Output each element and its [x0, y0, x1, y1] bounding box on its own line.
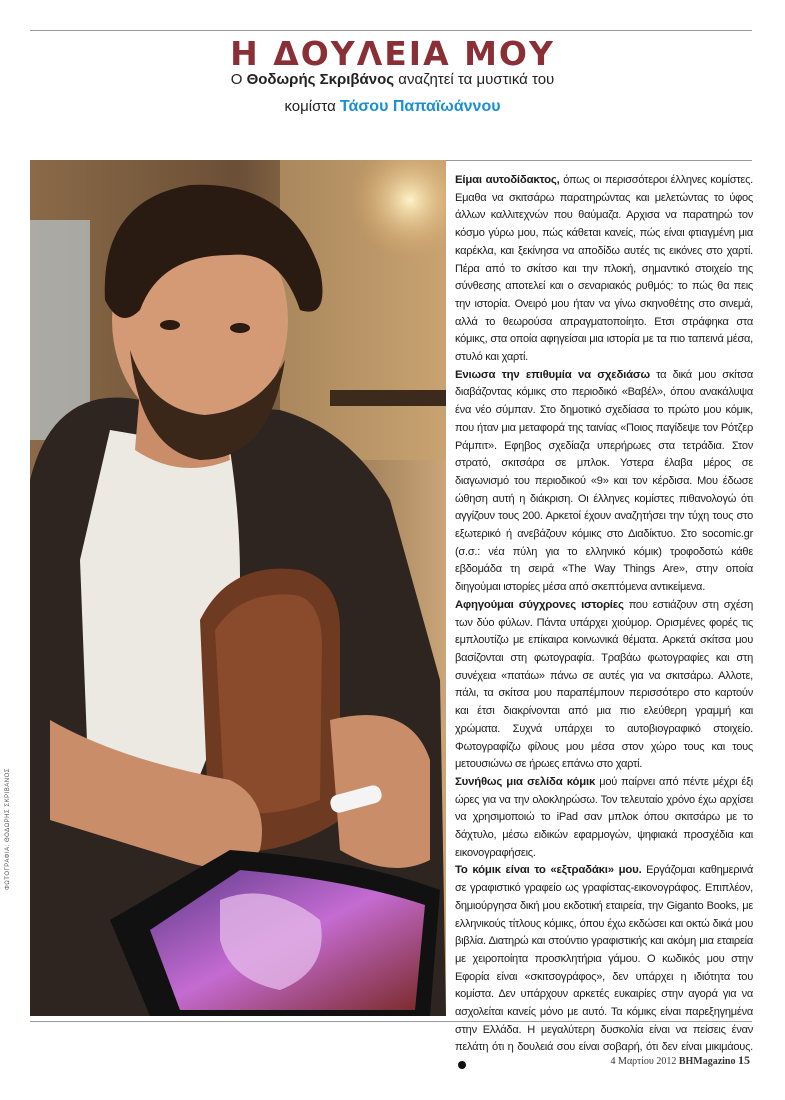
- paragraph-text: που εστιάζουν στη σχέση των δύο φύλων. Πάντα υπάρχει χιούμορ. Ορισμένες φορές τις εμπλουτίζω με επίκαιρα κοινωνικά θέματα. Αρκετά σκίτσα μου βασίζονται στη φωτογραφία. Τραβάω φωτογραφίες και στη συνέχεια «πατάω» πάνω σε αυτές για να σκιτσάρω. Αλλοτε, πάλι, τα σκίτσα μου παραπέμπουν περισσότερο στο καρτούν και έτσι διακρίνονται από μια πιο ελεύθερη γραμμή και χρώματα. Συχνά υπάρχει το αυτοβιογραφικό στοιχείο. Φωτογραφίζω φίλους μου μέσα στον χώρο τους και τους μετουσιώνω σε ήρωες επάνω στο χαρτί.: [455, 598, 753, 771]
- paragraph-text: Εργάζομαι καθημερινά σε γραφιστικό γραφείο ως γραφίστας-εικονογράφος. Επιπλέον, δημιούργησα δική μου εκδοτική εταιρεία, την Giganto Books, με ελληνικούς τίτλους κόμικς, όπου έχω εκδώσει και οκτώ δικά μου βιβλία. Διατηρώ και στούντιο γραφιστικής και ακόμη μια εταιρεία με χειροποίητα προσκλητήρια γάμου. Ο κωδικός μου στην Εφορία είναι «σκιτσογράφος», δεν υπάρχει η ιδιότητα του κομίστα. Δεν υπάρχουν αρκετές ευκαιρίες στην αγορά για να ασχολείται κανείς μόνο με αυτό. Τα κόμικς είναι παρεξηγημένα στην Ελλάδα. Η μεγαλύτερη δυσκολία είναι να πείσεις έναν πελάτη ότι η δουλειά σου είναι σοβαρή, ότι δεν είναι μικιμάους.: [455, 864, 753, 1054]
- paragraph-text: μού παίρνει από πέντε μέχρι έξι ώρες για να την ολοκληρώσω. Τον τελευταίο χρόνο έχω αρχίσει να χρησιμοποιώ το iPad σαν μπλοκ όπου σκιτσάρω με το δάχτυλο, μέσω ειδικών εφαρμογών, ψηφιακά προσχέδια και εικονογραφήσεις.: [455, 775, 753, 859]
- paragraph-text: τα δικά μου σκίτσα διαβάζοντας κόμικς στο περιοδικό «Βαβέλ», όπου ανακάλυψα ένα νέο σύμπαν. Στο δημοτικό σχεδίασα το πρώτο μου κόμικ, που ήταν μια μεταφορά της ταινίας «Ποιος παγίδεψε τον Ρότζερ Ράμπιτ». Εφηβος σχεδίαζα υπερήρωες στα τετράδια. Στον στρατό, σκιτσάρα σε μπλοκ. Υστερα έλαβα μέρος σε διαγωνισμό του περιοδικού «9» και τον κέρδισα. Μου έδωσε ώθηση αυτή η διάκριση. Οι έλληνες κομίστες πιθανολογώ ότι αγγίζουν τους 200. Αρκετοί έχουν αναζητήσει την τύχη τους στο εξωτερικό ή ανεβάζουν κόμικς στο Διαδίκτυο. Στο socomic.gr (σ.σ.: νέα πύλη για το ελληνικό κόμικ) τροφοδοτώ κάθε εβδομάδα τη σειρά «The Way Things Are», στην οποία διηγούμαι ιστορίες μέσα από σκεπτόμενα αντικείμενα.: [455, 368, 753, 594]
- magazine-name: BHMagazino: [678, 1056, 736, 1067]
- issue-date: 4 Μαρτίου 2012: [610, 1056, 677, 1067]
- top-rule: [30, 30, 752, 31]
- paragraph-lead: Το κόμικ είναι το «εξτραδάκι» μου.: [455, 864, 642, 877]
- paragraph-lead: Αφηγούμαι σύγχρονες ιστορίες: [455, 598, 624, 611]
- subtitle-prefix: Ο: [230, 71, 243, 88]
- photo-credit: ΦΩΤΟΓΡΑΦΙΑ: ΘΟΔΩΡΗΣ ΣΚΡΙΒΑΝΟΣ: [5, 768, 11, 890]
- paragraph-4: [455, 774, 753, 863]
- paragraph-lead: Ενιωσα την επιθυμία να σχεδιάσω: [455, 368, 650, 381]
- bottom-rule: [30, 1021, 752, 1022]
- paragraph-text: όπως οι περισσότεροι έλληνες κομίστες. Εμαθα να σκιτσάρω παρατηρώντας και μελετώντας το ύφος άλλων καλλιτεχνών που θαύμαζα. Αρχισα να παρατηρώ τον κόσμο γύρω μου, πώς κάθεται κανείς, πώς είναι φτιαγμένη μια καρέκλα, και ξεκίνησα να αποδίδω αυτές τις εικόνες στο χαρτί. Πέρα από το σκίτσο και την πλοκή, σημαντικό στοιχείο της σύνθεσης αποτελεί και ο σεναριακός ρυθμός: το πώς θα πεις την ιστορία. Ονειρό μου ήταν να γίνω σκηνοθέτης στο σινεμά, αλλά το θεωρούσα απραγματοποίητο. Ετσι στράφηκα στα κόμικς, στα οποία αφηγείσαι μια ιστορία με τα πιο ταπεινά μέσα, στυλό και χαρτί.: [455, 174, 754, 364]
- subtitle-line2-prefix: κομίστα: [284, 98, 336, 115]
- paragraph-lead: Συνήθως μια σελίδα κόμικ: [455, 775, 596, 788]
- page-title: Η ΔΟΥΛΕΙΑ ΜΟΥ: [230, 34, 555, 73]
- author-name: Θοδωρής Σκριβάνος: [246, 71, 395, 88]
- page-number: 15: [738, 1053, 750, 1067]
- subtitle-line-1: [0, 70, 785, 90]
- article-body: [455, 172, 753, 1075]
- subject-name: Τάσου Παπαϊωάννου: [339, 98, 501, 115]
- paragraph-lead: Είμαι αυτοδίδακτος,: [455, 174, 560, 186]
- paragraph-1: [455, 172, 753, 367]
- portrait-photo: [30, 160, 446, 1016]
- subtitle-middle: αναζητεί τα μυστικά του: [398, 71, 555, 88]
- paragraph-3: [455, 597, 753, 774]
- portrait-illustration: [30, 160, 446, 1016]
- subtitle-line-2: [0, 97, 785, 117]
- paragraph-5: [455, 862, 753, 1074]
- end-mark-icon: [458, 1061, 466, 1069]
- paragraph-2: [455, 367, 753, 597]
- page-footer: [611, 1053, 750, 1068]
